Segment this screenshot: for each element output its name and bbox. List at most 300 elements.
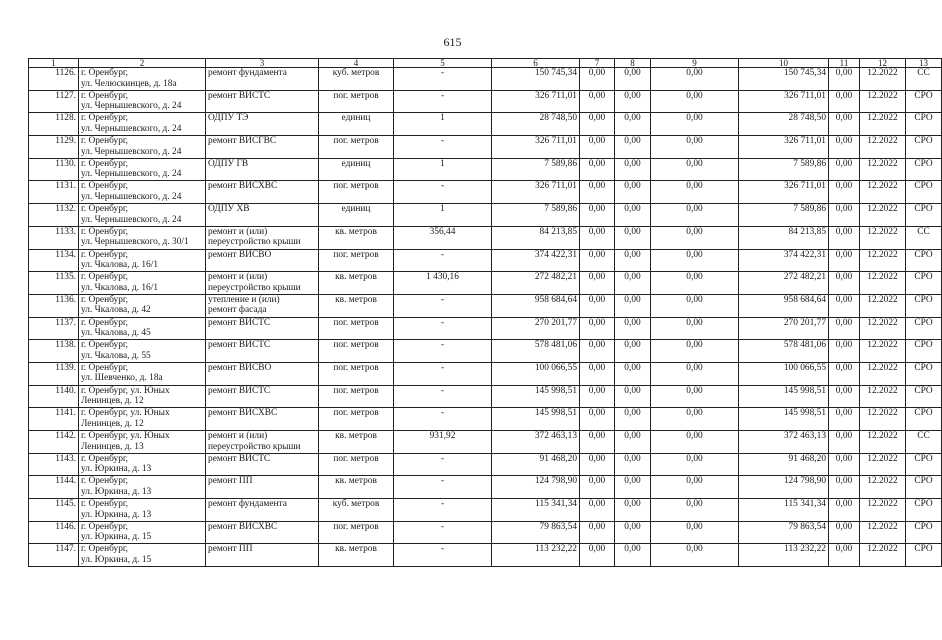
address-cell-line: ул. Чкалова, д. 42: [81, 305, 151, 316]
value-cell-7: 0,00: [580, 90, 615, 113]
value-cell-11: 0,00: [829, 90, 860, 113]
column-header-12: 12: [860, 59, 906, 68]
column-header-9: 9: [651, 59, 739, 68]
quantity-cell: -: [394, 521, 492, 544]
method-cell: СРО: [906, 181, 942, 204]
address-cell-line: г. Оренбург,: [81, 136, 129, 147]
work-type-cell: [206, 204, 319, 227]
unit-cell: пог. метров: [319, 453, 394, 476]
address-cell-line: ул. Чернышевского, д. 24: [81, 169, 182, 180]
quantity-cell: -: [394, 453, 492, 476]
cost-total-cell: 326 711,01: [492, 136, 580, 159]
table-row: [29, 226, 942, 249]
deadline-cell: 12.2022: [860, 362, 906, 385]
work-type-cell-line: ремонт ВИСТС: [208, 340, 271, 351]
row-number: 1131.: [29, 181, 79, 204]
work-type-cell: [206, 385, 319, 408]
address-cell-line: г. Оренбург,: [81, 249, 129, 260]
value-cell-9: 0,00: [651, 408, 739, 431]
work-type-cell: [206, 136, 319, 159]
value-cell-8: 0,00: [615, 113, 651, 136]
address-cell-line: г. Оренбург,: [81, 362, 129, 373]
work-type-cell-line: ОДПУ ХВ: [208, 204, 250, 215]
value-cell-9: 0,00: [651, 362, 739, 385]
value-cell-10: 100 066,55: [739, 362, 829, 385]
address-cell-line: г. Оренбург,: [81, 499, 129, 510]
quantity-cell: 1 430,16: [394, 272, 492, 295]
value-cell-7: 0,00: [580, 431, 615, 454]
value-cell-9: 0,00: [651, 431, 739, 454]
column-header-6: 6: [492, 59, 580, 68]
value-cell-11: 0,00: [829, 136, 860, 159]
address-cell: [79, 340, 206, 363]
row-number: 1137.: [29, 317, 79, 340]
address-cell: [79, 385, 206, 408]
value-cell-7: 0,00: [580, 158, 615, 181]
address-cell-line: ул. Чкалова, д. 55: [81, 350, 151, 361]
unit-cell: пог. метров: [319, 136, 394, 159]
address-cell: [79, 249, 206, 272]
address-cell: [79, 317, 206, 340]
row-number: 1134.: [29, 249, 79, 272]
column-header-8: 8: [615, 59, 651, 68]
deadline-cell: 12.2022: [860, 136, 906, 159]
row-number: 1127.: [29, 90, 79, 113]
row-number: 1138.: [29, 340, 79, 363]
table-row: [29, 136, 942, 159]
cost-total-cell: 145 998,51: [492, 385, 580, 408]
work-type-cell: [206, 90, 319, 113]
table-row: [29, 453, 942, 476]
value-cell-10: 7 589,86: [739, 204, 829, 227]
row-number: 1141.: [29, 408, 79, 431]
row-number: 1130.: [29, 158, 79, 181]
work-type-cell: [206, 408, 319, 431]
deadline-cell: 12.2022: [860, 226, 906, 249]
value-cell-9: 0,00: [651, 204, 739, 227]
quantity-cell: 1: [394, 113, 492, 136]
work-type-cell-line: переустройство крыши: [208, 441, 301, 452]
value-cell-8: 0,00: [615, 476, 651, 499]
deadline-cell: 12.2022: [860, 431, 906, 454]
value-cell-11: 0,00: [829, 272, 860, 295]
address-cell: [79, 158, 206, 181]
value-cell-11: 0,00: [829, 204, 860, 227]
address-cell-line: Ленинцев, д. 12: [81, 396, 144, 407]
address-cell-line: г. Оренбург,: [81, 340, 129, 351]
unit-cell: кв. метров: [319, 226, 394, 249]
value-cell-10: 84 213,85: [739, 226, 829, 249]
value-cell-7: 0,00: [580, 136, 615, 159]
quantity-cell: -: [394, 362, 492, 385]
unit-cell: единиц: [319, 113, 394, 136]
work-type-cell-line: ОДПУ ТЭ: [208, 113, 249, 124]
value-cell-8: 0,00: [615, 136, 651, 159]
work-type-cell: [206, 68, 319, 91]
quantity-cell: -: [394, 136, 492, 159]
method-cell: СРО: [906, 294, 942, 317]
column-header-11: 11: [829, 59, 860, 68]
quantity-cell: -: [394, 181, 492, 204]
value-cell-7: 0,00: [580, 204, 615, 227]
value-cell-8: 0,00: [615, 294, 651, 317]
quantity-cell: -: [394, 68, 492, 91]
method-cell: СРО: [906, 317, 942, 340]
value-cell-8: 0,00: [615, 317, 651, 340]
value-cell-11: 0,00: [829, 453, 860, 476]
value-cell-9: 0,00: [651, 499, 739, 522]
method-cell: СРО: [906, 249, 942, 272]
unit-cell: кв. метров: [319, 294, 394, 317]
table-row: [29, 68, 942, 91]
address-cell: [79, 476, 206, 499]
address-cell-line: ул. Юркина, д. 13: [81, 464, 152, 475]
address-cell-line: г. Оренбург,: [81, 544, 129, 555]
address-cell-line: ул. Чкалова, д. 45: [81, 328, 151, 339]
value-cell-11: 0,00: [829, 362, 860, 385]
deadline-cell: 12.2022: [860, 113, 906, 136]
quantity-cell: 1: [394, 158, 492, 181]
address-cell-line: г. Оренбург,: [81, 317, 129, 328]
deadline-cell: 12.2022: [860, 204, 906, 227]
method-cell: СРО: [906, 385, 942, 408]
value-cell-7: 0,00: [580, 249, 615, 272]
deadline-cell: 12.2022: [860, 499, 906, 522]
value-cell-9: 0,00: [651, 226, 739, 249]
address-cell-line: Ленинцев, д. 13: [81, 441, 144, 452]
work-type-cell-line: переустройство крыши: [208, 237, 301, 248]
work-type-cell-line: ремонт ВИСХВС: [208, 181, 278, 192]
address-cell: [79, 499, 206, 522]
address-cell-line: г. Оренбург,: [81, 294, 129, 305]
deadline-cell: 12.2022: [860, 158, 906, 181]
value-cell-10: 272 482,21: [739, 272, 829, 295]
work-type-cell-line: ремонт ВИСВО: [208, 362, 272, 373]
work-type-cell: [206, 362, 319, 385]
quantity-cell: -: [394, 385, 492, 408]
value-cell-11: 0,00: [829, 113, 860, 136]
unit-cell: пог. метров: [319, 90, 394, 113]
address-cell-line: г. Оренбург, ул. Юных: [81, 431, 170, 441]
address-cell: [79, 362, 206, 385]
value-cell-11: 0,00: [829, 476, 860, 499]
unit-cell: пог. метров: [319, 340, 394, 363]
address-cell-line: г. Оренбург,: [81, 226, 129, 237]
value-cell-11: 0,00: [829, 544, 860, 567]
cost-total-cell: 7 589,86: [492, 204, 580, 227]
address-cell: [79, 408, 206, 431]
value-cell-7: 0,00: [580, 317, 615, 340]
value-cell-11: 0,00: [829, 408, 860, 431]
address-cell-line: ул. Чернышевского, д. 24: [81, 214, 182, 225]
row-number: 1136.: [29, 294, 79, 317]
quantity-cell: -: [394, 340, 492, 363]
address-cell-line: г. Оренбург,: [81, 272, 129, 283]
value-cell-8: 0,00: [615, 362, 651, 385]
value-cell-8: 0,00: [615, 499, 651, 522]
method-cell: СРО: [906, 408, 942, 431]
method-cell: СРО: [906, 113, 942, 136]
column-header-7: 7: [580, 59, 615, 68]
value-cell-9: 0,00: [651, 340, 739, 363]
table-row: [29, 294, 942, 317]
unit-cell: куб. метров: [319, 68, 394, 91]
value-cell-9: 0,00: [651, 158, 739, 181]
work-type-cell-line: ремонт ВИСГВС: [208, 136, 277, 147]
value-cell-7: 0,00: [580, 408, 615, 431]
value-cell-10: 326 711,01: [739, 136, 829, 159]
work-type-cell-line: утепление и (или): [208, 294, 280, 305]
value-cell-11: 0,00: [829, 499, 860, 522]
address-cell: [79, 181, 206, 204]
value-cell-9: 0,00: [651, 317, 739, 340]
column-header-1: 1: [29, 59, 79, 68]
value-cell-8: 0,00: [615, 68, 651, 91]
address-cell-line: г. Оренбург,: [81, 158, 129, 169]
quantity-cell: -: [394, 499, 492, 522]
address-cell: [79, 136, 206, 159]
unit-cell: пог. метров: [319, 408, 394, 431]
cost-total-cell: 113 232,22: [492, 544, 580, 567]
value-cell-9: 0,00: [651, 113, 739, 136]
address-cell-line: ул. Юркина, д. 13: [81, 486, 152, 497]
value-cell-7: 0,00: [580, 113, 615, 136]
value-cell-10: 28 748,50: [739, 113, 829, 136]
address-cell-line: ул. Юркина, д. 13: [81, 509, 152, 520]
value-cell-8: 0,00: [615, 544, 651, 567]
method-cell: СРО: [906, 204, 942, 227]
column-number-row: [29, 59, 942, 68]
work-type-cell: [206, 340, 319, 363]
value-cell-9: 0,00: [651, 272, 739, 295]
address-cell-line: ул. Чкалова, д. 16/1: [81, 282, 159, 293]
address-cell-line: ул. Юркина, д. 15: [81, 532, 152, 543]
value-cell-11: 0,00: [829, 521, 860, 544]
cost-total-cell: 272 482,21: [492, 272, 580, 295]
address-cell: [79, 521, 206, 544]
table-row: [29, 90, 942, 113]
row-number: 1139.: [29, 362, 79, 385]
work-type-cell: [206, 476, 319, 499]
value-cell-7: 0,00: [580, 226, 615, 249]
method-cell: СРО: [906, 499, 942, 522]
cost-total-cell: 958 684,64: [492, 294, 580, 317]
work-type-cell-line: ремонт ПП: [208, 544, 253, 555]
row-number: 1126.: [29, 68, 79, 91]
address-cell-line: ул. Шевченко, д. 18а: [81, 373, 163, 384]
deadline-cell: 12.2022: [860, 68, 906, 91]
value-cell-9: 0,00: [651, 181, 739, 204]
address-cell-line: ул. Чернышевского, д. 24: [81, 191, 182, 202]
value-cell-7: 0,00: [580, 521, 615, 544]
column-header-3: 3: [206, 59, 319, 68]
row-number: 1129.: [29, 136, 79, 159]
cost-total-cell: 270 201,77: [492, 317, 580, 340]
value-cell-10: 115 341,34: [739, 499, 829, 522]
work-type-cell: [206, 499, 319, 522]
quantity-cell: 1: [394, 204, 492, 227]
value-cell-7: 0,00: [580, 476, 615, 499]
cost-total-cell: 145 998,51: [492, 408, 580, 431]
value-cell-7: 0,00: [580, 362, 615, 385]
address-cell: [79, 453, 206, 476]
work-type-cell-line: ОДПУ ГВ: [208, 158, 249, 169]
address-cell-line: г. Оренбург,: [81, 453, 129, 464]
cost-total-cell: 372 463,13: [492, 431, 580, 454]
row-number: 1145.: [29, 499, 79, 522]
value-cell-9: 0,00: [651, 521, 739, 544]
deadline-cell: 12.2022: [860, 385, 906, 408]
work-type-cell-line: ремонт ВИСВО: [208, 249, 272, 260]
quantity-cell: 931,92: [394, 431, 492, 454]
address-cell: [79, 431, 206, 454]
method-cell: СС: [906, 431, 942, 454]
deadline-cell: 12.2022: [860, 181, 906, 204]
work-type-cell: [206, 521, 319, 544]
work-type-cell: [206, 317, 319, 340]
value-cell-8: 0,00: [615, 431, 651, 454]
value-cell-10: 326 711,01: [739, 90, 829, 113]
value-cell-11: 0,00: [829, 68, 860, 91]
row-number: 1132.: [29, 204, 79, 227]
deadline-cell: 12.2022: [860, 317, 906, 340]
method-cell: СРО: [906, 136, 942, 159]
quantity-cell: -: [394, 294, 492, 317]
value-cell-7: 0,00: [580, 340, 615, 363]
value-cell-9: 0,00: [651, 68, 739, 91]
cost-total-cell: 150 745,34: [492, 68, 580, 91]
quantity-cell: 356,44: [394, 226, 492, 249]
table-row: [29, 204, 942, 227]
table-row: [29, 476, 942, 499]
deadline-cell: 12.2022: [860, 476, 906, 499]
value-cell-7: 0,00: [580, 453, 615, 476]
value-cell-8: 0,00: [615, 226, 651, 249]
value-cell-10: 958 684,64: [739, 294, 829, 317]
unit-cell: пог. метров: [319, 249, 394, 272]
deadline-cell: 12.2022: [860, 521, 906, 544]
address-cell-line: ул. Чернышевского, д. 30/1: [81, 237, 189, 248]
cost-total-cell: 326 711,01: [492, 181, 580, 204]
value-cell-10: 79 863,54: [739, 521, 829, 544]
value-cell-10: 372 463,13: [739, 431, 829, 454]
address-cell: [79, 544, 206, 567]
value-cell-7: 0,00: [580, 544, 615, 567]
method-cell: СРО: [906, 158, 942, 181]
unit-cell: пог. метров: [319, 385, 394, 408]
address-cell: [79, 294, 206, 317]
deadline-cell: 12.2022: [860, 544, 906, 567]
work-type-cell-line: ремонт ВИСХВС: [208, 408, 278, 419]
value-cell-11: 0,00: [829, 181, 860, 204]
deadline-cell: 12.2022: [860, 294, 906, 317]
address-cell: [79, 226, 206, 249]
cost-total-cell: 28 748,50: [492, 113, 580, 136]
value-cell-8: 0,00: [615, 340, 651, 363]
value-cell-8: 0,00: [615, 272, 651, 295]
cost-total-cell: 115 341,34: [492, 499, 580, 522]
cost-total-cell: 84 213,85: [492, 226, 580, 249]
row-number: 1143.: [29, 453, 79, 476]
method-cell: СРО: [906, 272, 942, 295]
value-cell-8: 0,00: [615, 158, 651, 181]
work-type-cell: [206, 226, 319, 249]
works-table: [28, 58, 942, 567]
address-cell-line: Ленинцев, д. 12: [81, 418, 144, 429]
method-cell: СС: [906, 226, 942, 249]
row-number: 1142.: [29, 431, 79, 454]
deadline-cell: 12.2022: [860, 453, 906, 476]
column-header-10: 10: [739, 59, 829, 68]
work-type-cell-line: ремонт и (или): [208, 431, 268, 441]
cost-total-cell: 91 468,20: [492, 453, 580, 476]
value-cell-7: 0,00: [580, 181, 615, 204]
address-cell-line: ул. Юркина, д. 15: [81, 554, 152, 565]
value-cell-10: 113 232,22: [739, 544, 829, 567]
quantity-cell: -: [394, 317, 492, 340]
column-header-2: 2: [79, 59, 206, 68]
value-cell-8: 0,00: [615, 385, 651, 408]
deadline-cell: 12.2022: [860, 272, 906, 295]
row-number: 1128.: [29, 113, 79, 136]
value-cell-8: 0,00: [615, 249, 651, 272]
work-type-cell-line: ремонт ВИСТС: [208, 90, 271, 101]
method-cell: СРО: [906, 476, 942, 499]
deadline-cell: 12.2022: [860, 340, 906, 363]
unit-cell: единиц: [319, 158, 394, 181]
table-row: [29, 544, 942, 567]
work-type-cell: [206, 113, 319, 136]
work-type-cell-line: ремонт и (или): [208, 272, 268, 283]
address-cell-line: г. Оренбург, ул. Юных: [81, 385, 170, 396]
unit-cell: кв. метров: [319, 431, 394, 454]
work-type-cell: [206, 431, 319, 454]
address-cell: [79, 90, 206, 113]
method-cell: СРО: [906, 453, 942, 476]
unit-cell: пог. метров: [319, 181, 394, 204]
value-cell-7: 0,00: [580, 294, 615, 317]
unit-cell: пог. метров: [319, 317, 394, 340]
table-row: [29, 521, 942, 544]
work-type-cell-line: ремонт ВИСТС: [208, 385, 271, 396]
method-cell: СРО: [906, 362, 942, 385]
value-cell-8: 0,00: [615, 408, 651, 431]
value-cell-9: 0,00: [651, 476, 739, 499]
value-cell-8: 0,00: [615, 453, 651, 476]
value-cell-11: 0,00: [829, 249, 860, 272]
address-cell-line: г. Оренбург,: [81, 68, 129, 78]
table-body: [29, 68, 942, 567]
address-cell-line: ул. Чернышевского, д. 24: [81, 101, 182, 112]
value-cell-11: 0,00: [829, 317, 860, 340]
quantity-cell: -: [394, 249, 492, 272]
table-row: [29, 408, 942, 431]
row-number: 1146.: [29, 521, 79, 544]
work-type-cell-line: ремонт ВИСХВС: [208, 521, 278, 532]
table-row: [29, 431, 942, 454]
column-header-5: 5: [394, 59, 492, 68]
address-cell-line: ул. Чернышевского, д. 24: [81, 123, 182, 134]
table-row: [29, 113, 942, 136]
address-cell-line: г. Оренбург,: [81, 181, 129, 192]
deadline-cell: 12.2022: [860, 408, 906, 431]
table-row: [29, 362, 942, 385]
cost-total-cell: 578 481,06: [492, 340, 580, 363]
deadline-cell: 12.2022: [860, 90, 906, 113]
address-cell-line: г. Оренбург, ул. Юных: [81, 408, 170, 419]
work-type-cell: [206, 294, 319, 317]
cost-total-cell: 124 798,90: [492, 476, 580, 499]
